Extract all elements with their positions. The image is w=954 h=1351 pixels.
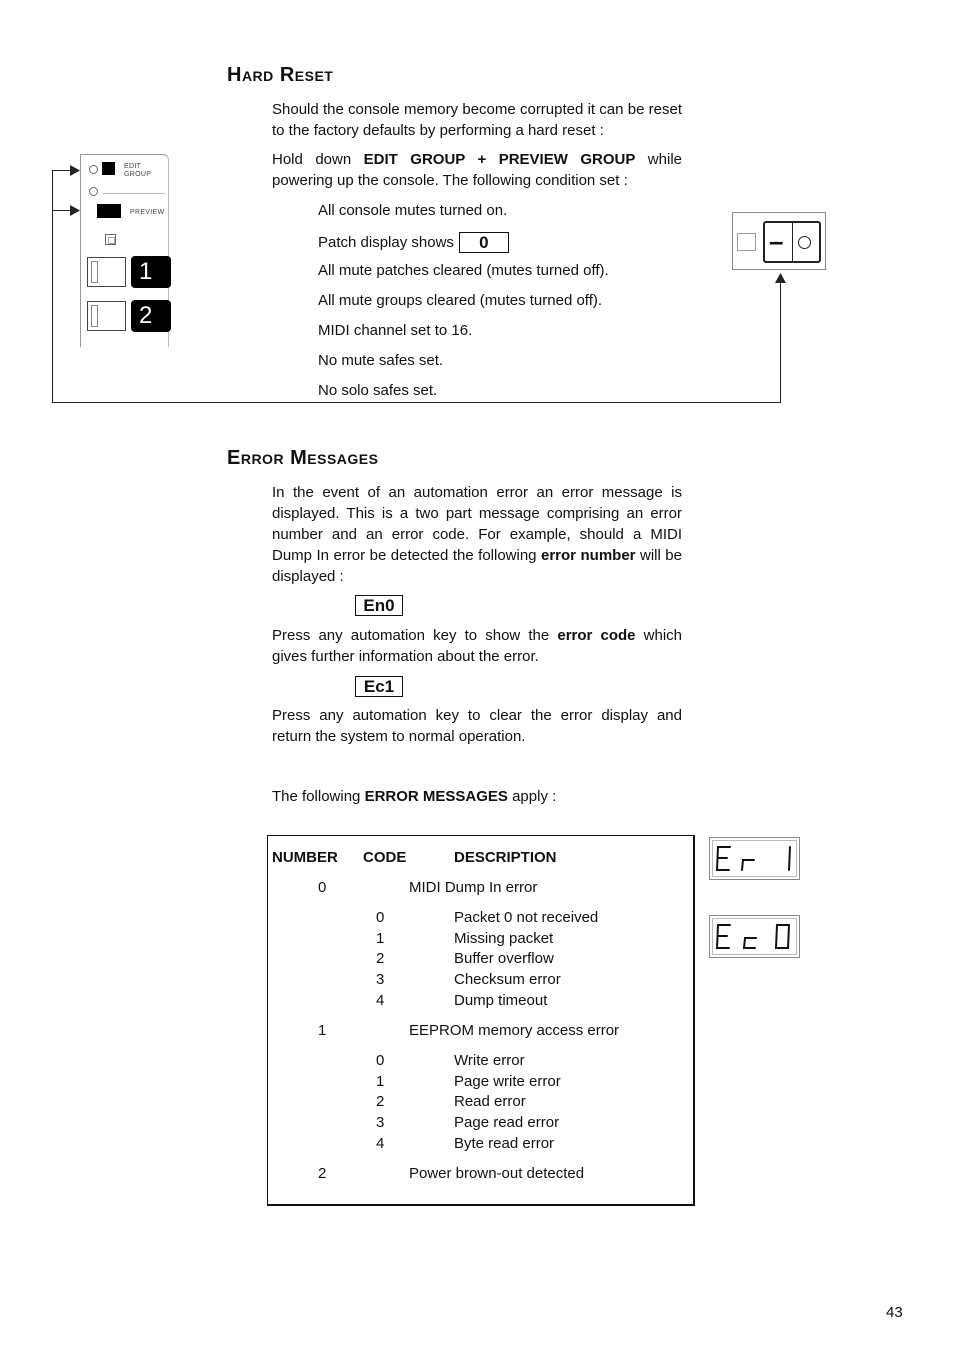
group-0-number: 0 [318,879,327,896]
condition-6: No solo safes set. [318,382,438,399]
mute-key-1[interactable]: 1 [131,256,171,288]
error-code-lcd-illustration [709,915,800,958]
edit-label-line-2: GROUP [124,171,152,178]
table-row-code: 4 [376,1135,385,1152]
table-row-description: Write error [454,1052,525,1069]
table-row-description: Packet 0 not received [454,909,599,926]
circle-icon [798,236,811,249]
header-number: NUMBER [272,849,338,866]
table-row-code: 4 [376,992,385,1009]
hard-reset-heading: Hard Reset [227,64,334,86]
header-code: CODE [363,849,407,866]
mute-key-2[interactable]: 2 [131,300,171,332]
mute-key-2-frame [87,301,126,331]
group-1-number: 1 [318,1022,327,1039]
preview-label: PREVIEW [130,209,165,216]
edit-group-button[interactable] [102,162,115,175]
press-post: which gives further information about the error. [272,627,682,665]
condition-1 [318,232,509,253]
condition-3: All mute groups cleared (mutes turned off). [318,292,603,309]
following-text [272,788,556,805]
arrow-right-icon [70,205,80,216]
table-row-description: Byte read error [454,1135,555,1152]
table-row-code: 0 [376,1052,385,1069]
group-2-description: Power brown-out detected [409,1165,585,1182]
condition-0: All console mutes turned on. [318,202,508,219]
error-intro-bold: error number [541,547,636,564]
press-bold: error code [557,627,636,644]
table-row-code: 1 [376,930,385,947]
error-messages-heading: Error Messages [227,447,379,469]
hard-reset-hold-instruction [272,149,682,191]
group-1-description: EEPROM memory access error [409,1022,620,1039]
seven-segment-ec0-icon [710,916,799,957]
dash-symbol: – [769,226,784,256]
patch-display: 0 [459,232,509,253]
table-row-code: 3 [376,971,385,988]
condition-1-label: Patch display shows [318,234,454,251]
hard-reset-intro: Should the console memory become corrupted it can be reset to the factory defaults by performing a hard reset : [272,101,682,139]
table-row-description: Buffer overflow [454,950,554,967]
console-panel-illustration [80,154,169,347]
edit-label-line-1: EDIT [124,163,142,170]
bracket-line-right [780,278,781,403]
table-row-description: Page write error [454,1073,561,1090]
panel-divider [103,193,165,194]
table-row-code: 2 [376,1093,385,1110]
arrow-up-icon [775,273,786,283]
error-intro [272,482,682,587]
error-messages-table [267,835,695,1206]
edit-group-label [124,163,151,179]
group-0-description: MIDI Dump In error [409,879,538,896]
condition-4: MIDI channel set to 16. [318,322,473,339]
table-row-code: 2 [376,950,385,967]
error-code-display: Ec1 [355,676,403,697]
table-row-description: Dump timeout [454,992,548,1009]
table-row-description: Missing packet [454,930,554,947]
hold-text-post: while powering up the console. The following condition set : [272,151,682,189]
hold-text-pre: Hold down [272,151,364,168]
preview-group-button[interactable] [97,204,121,218]
hold-keys: EDIT GROUP + PREVIEW GROUP [363,151,636,168]
following-bold: ERROR MESSAGES [364,788,508,805]
table-row-description: Read error [454,1093,526,1110]
error-number-display: En0 [355,595,403,616]
header-description: DESCRIPTION [454,849,557,866]
condition-5: No mute safes set. [318,352,444,369]
small-square-icon [105,234,116,245]
arrow-right-icon [70,165,80,176]
table-row-code: 0 [376,909,385,926]
table-row-code: 3 [376,1114,385,1131]
bracket-line-bottom [52,402,781,403]
page-number: 43 [886,1304,903,1321]
patch-display-illustration [732,212,826,270]
empty-square-icon [737,233,756,251]
error-number-lcd-illustration [709,837,800,880]
bracket-line-left [52,170,53,403]
table-row-description: Checksum error [454,971,561,988]
group-2-number: 2 [318,1165,327,1182]
press-show-code [272,625,682,667]
display-window [763,221,821,263]
following-pre: The following [272,788,365,805]
error-intro-pre: In the event of an automation error an error message is displayed. This is a two part message comprising an error number and an error code. For example, should a MIDI Dump In error be detected the following [272,484,682,564]
preview-led-icon [89,187,98,196]
table-row-code: 1 [376,1073,385,1090]
error-intro-post: will be displayed : [272,547,682,585]
seven-segment-er1-icon [710,838,799,879]
table-row-description: Page read error [454,1114,560,1131]
following-post: apply : [507,788,557,805]
edit-group-led-icon [89,165,98,174]
press-pre: Press any automation key to show the [272,627,558,644]
press-clear-text: Press any automation key to clear the error display and return the system to normal operation. [272,707,682,745]
condition-2: All mute patches cleared (mutes turned off). [318,262,609,279]
mute-key-1-frame [87,257,126,287]
